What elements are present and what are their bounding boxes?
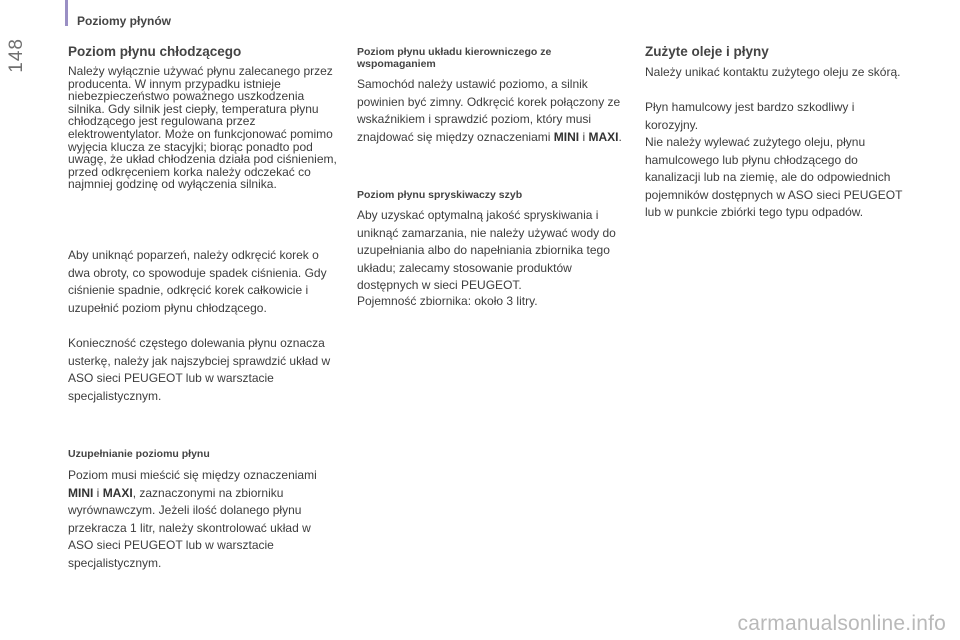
mini-mark: MINI bbox=[68, 485, 94, 500]
watermark: carmanualsonline.info bbox=[737, 612, 946, 635]
header-accent-bar bbox=[65, 0, 68, 26]
mini-mark: MINI bbox=[553, 129, 580, 144]
used-oils-paragraph-3: Nie należy wylewać zużytego oleju, płynu hamulcowego lub płynu chłodzącego do kanalizacji lub na ziemię, ale do odpowiednich pojemników dostępnych w ASO sieci PEUGEOT lub w punkcie zbiórki tego typu odpadów. bbox=[645, 135, 903, 220]
coolant-heading: Poziom płynu chłodzącego bbox=[68, 44, 242, 59]
steering-heading: Poziom płynu układu kierowniczego ze wspomaganiem bbox=[357, 46, 552, 70]
used-oils-paragraph-1: Należy unikać kontaktu zużytego oleju ze skórą. bbox=[645, 65, 901, 79]
page-header-title: Poziomy płynów bbox=[77, 14, 172, 28]
coolant-paragraph-1: Należy wyłącznie używać płynu zalecanego przez producenta. W innym przypadku istnieje niebezpieczeństwo poważnego uszkodzenia silnika. Gdy silnik jest ciepły, temperatura płynu chłodzącego jest regulowana przez elektrowentylator. Może on funkcjonować pomimo wyjęcia klucza ze stacyjki; biorąc ponadto pod uwagę, że układ chłodzenia działa pod ciśnieniem, przed odkręceniem korka należy odczekać co najmniej godzinę od wyłączenia silnika. bbox=[68, 64, 337, 192]
steering-paragraph: Samochód należy ustawić poziomo, a silnik powinien być zimny. Odkręcić korek połączony ze wskaźnikiem i sprawdzić poziom, który musi znajdować się między oznaczeniami MINI i MAXI. bbox=[357, 77, 622, 144]
page-number: 148 bbox=[6, 38, 27, 73]
washer-paragraph: Aby uzyskać optymalną jakość spryskiwania i uniknąć zamarzania, nie należy używać wody do uzupełniania albo do napełniania zbiornika tego układu; zalecamy stosowanie produktów dostępnych w sieci PEUGEOT. bbox=[357, 208, 616, 293]
refill-paragraph: Poziom musi mieścić się między oznaczeniami MINI i MAXI, zaznaczonymi na zbiorniku wyrównawczym. Jeżeli ilość dolanego płynu przekracza 1 litr, należy skontrolować układ w ASO sieci PEUGEOT lub w warsztacie specjalistycznym. bbox=[68, 468, 317, 570]
refill-heading: Uzupełnianie poziomu płynu bbox=[68, 448, 210, 460]
washer-heading: Poziom płynu spryskiwaczy szyb bbox=[357, 189, 523, 201]
used-oils-heading: Zużyte oleje i płyny bbox=[645, 44, 769, 59]
washer-capacity: Pojemność zbiornika: około 3 litry. bbox=[357, 294, 538, 308]
used-oils-paragraph-2: Płyn hamulcowy jest bardzo szkodliwy i korozyjny. bbox=[645, 100, 855, 132]
coolant-paragraph-3: Konieczność częstego dolewania płynu oznacza usterkę, należy jak najszybciej sprawdzić układ w ASO sieci PEUGEOT lub w warsztacie specjalistycznym. bbox=[68, 336, 331, 403]
maxi-mark: MAXI bbox=[588, 129, 619, 144]
coolant-paragraph-2: Aby uniknąć poparzeń, należy odkręcić korek o dwa obroty, co spowoduje spadek ciśnienia. Gdy ciśnienie spadnie, odkręcić korek całkowicie i uzupełnić poziom płynu chłodzącego. bbox=[68, 248, 327, 315]
maxi-mark: MAXI bbox=[102, 485, 133, 500]
